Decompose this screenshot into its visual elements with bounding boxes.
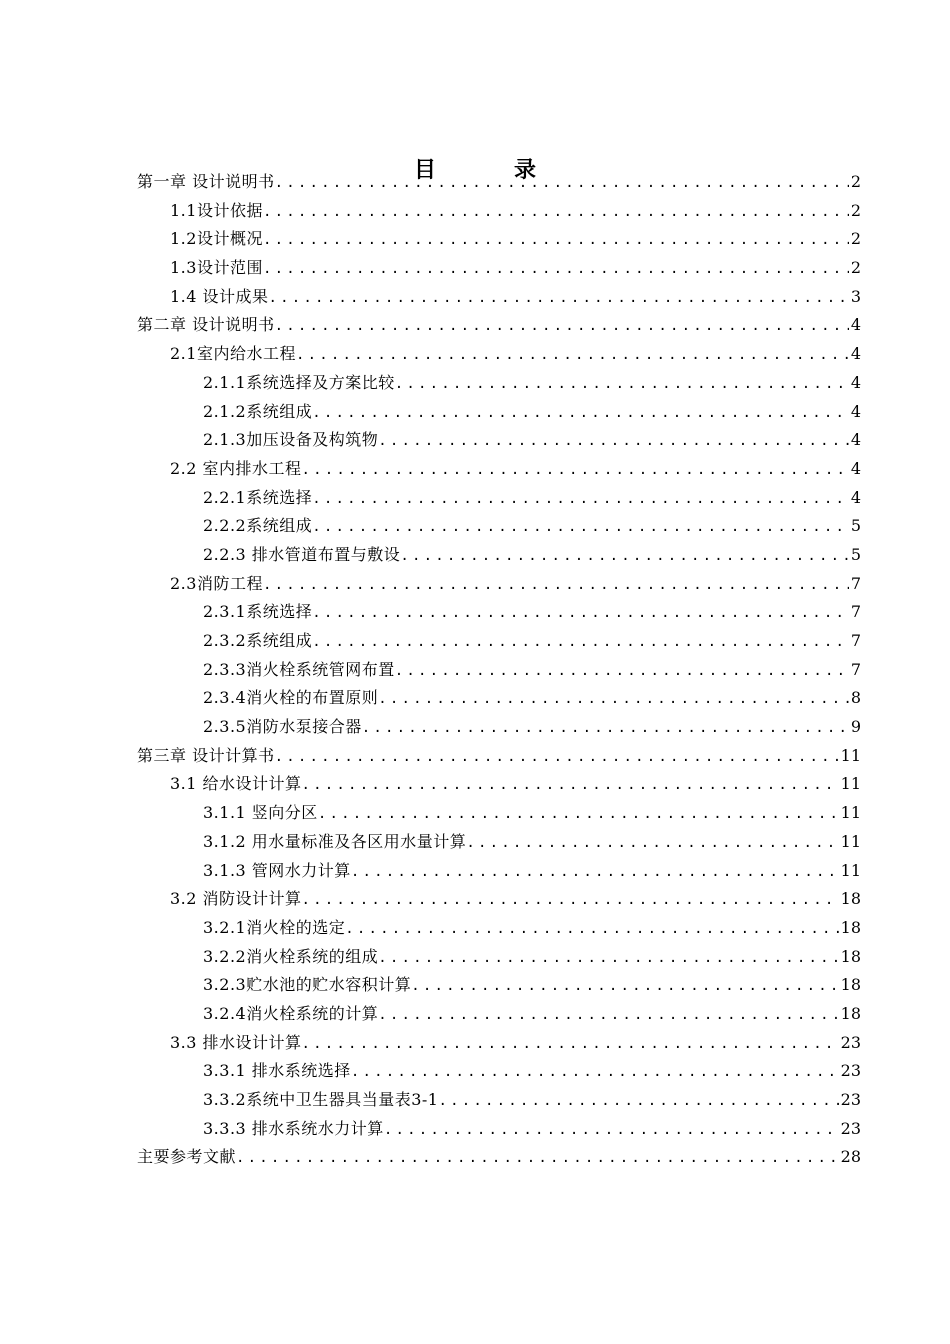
dot-leader xyxy=(378,427,849,456)
toc-entry-page-number: 3 xyxy=(850,286,861,306)
dot-leader xyxy=(395,657,849,686)
toc-entry[interactable] xyxy=(137,1057,861,1086)
dot-leader xyxy=(438,1087,838,1116)
dot-leader xyxy=(411,972,838,1001)
dot-leader xyxy=(296,341,849,370)
toc-entry-label: 2.3消防工程 xyxy=(170,573,263,593)
toc-entry-page-number: 8 xyxy=(850,688,861,708)
dot-leader xyxy=(275,743,839,772)
toc-entry[interactable] xyxy=(137,885,861,914)
toc-entry-label: 2.1.2系统组成 xyxy=(203,401,313,421)
toc-entry-label: 3.1.1 竖向分区 xyxy=(203,803,318,823)
toc-entry[interactable] xyxy=(137,512,861,541)
toc-entry-label: 3.2.2消火栓系统的组成 xyxy=(203,946,379,966)
toc-entry-page-number: 2 xyxy=(850,200,861,220)
dot-leader xyxy=(312,513,849,542)
toc-entry[interactable] xyxy=(137,369,861,398)
toc-entry-page-number: 9 xyxy=(850,717,861,737)
toc-entry-page-number: 11 xyxy=(840,745,861,765)
toc-entry-label: 2.3.3消火栓系统管网布置 xyxy=(203,659,395,679)
toc-entry-label: 2.3.4消火栓的布置原则 xyxy=(203,688,379,708)
dot-leader xyxy=(395,370,849,399)
toc-entry-page-number: 11 xyxy=(840,831,861,851)
dot-leader xyxy=(378,1001,838,1030)
toc-entry[interactable] xyxy=(137,254,861,283)
toc-entry[interactable] xyxy=(137,799,861,828)
toc-entry[interactable] xyxy=(137,197,861,226)
toc-entry-label: 2.2.2系统组成 xyxy=(203,516,313,536)
toc-entry-page-number: 4 xyxy=(850,315,861,335)
toc-entry-page-number: 4 xyxy=(850,487,861,507)
toc-entry-page-number: 28 xyxy=(840,1147,861,1167)
toc-entry[interactable] xyxy=(137,168,861,197)
toc-entry-page-number: 7 xyxy=(850,573,861,593)
toc-entry-page-number: 23 xyxy=(840,1061,861,1081)
toc-entry-label: 2.2 室内排水工程 xyxy=(170,458,302,478)
dot-leader xyxy=(275,169,849,198)
toc-entry-label: 2.2.1系统选择 xyxy=(203,487,313,507)
toc-entry-label: 第三章 设计计算书 xyxy=(137,745,275,765)
toc-entry[interactable] xyxy=(137,426,861,455)
toc-entry-page-number: 18 xyxy=(840,946,861,966)
toc-entry-label: 第二章 设计说明书 xyxy=(137,315,275,335)
toc-entry-page-number: 18 xyxy=(840,889,861,909)
toc-entry-page-number: 2 xyxy=(850,229,861,249)
dot-leader xyxy=(312,485,849,514)
toc-entry-page-number: 23 xyxy=(840,1032,861,1052)
dot-leader xyxy=(302,886,839,915)
dot-leader xyxy=(302,456,849,485)
toc-entry[interactable] xyxy=(137,656,861,685)
dot-leader xyxy=(302,771,839,800)
toc-entry-label: 3.3.3 排水系统水力计算 xyxy=(203,1118,384,1138)
toc-entry-label: 3.2.1消火栓的选定 xyxy=(203,917,346,937)
toc-entry-label: 1.4 设计成果 xyxy=(170,286,269,306)
toc-entry-page-number: 23 xyxy=(840,1118,861,1138)
toc-entry-page-number: 11 xyxy=(840,860,861,880)
toc-entry-label: 2.1.3加压设备及构筑物 xyxy=(203,430,379,450)
toc-entry-label: 1.1设计依据 xyxy=(170,200,263,220)
toc-entry-page-number: 4 xyxy=(850,430,861,450)
dot-leader xyxy=(318,800,839,829)
toc-entry-label: 2.3.1系统选择 xyxy=(203,602,313,622)
toc-entry-page-number: 11 xyxy=(840,774,861,794)
dot-leader xyxy=(378,944,838,973)
toc-entry[interactable] xyxy=(137,1143,861,1172)
toc-entry[interactable] xyxy=(137,914,861,943)
dot-leader xyxy=(302,1030,839,1059)
toc-entry[interactable] xyxy=(137,828,861,857)
dot-leader xyxy=(351,1058,839,1087)
toc-entry[interactable] xyxy=(137,570,861,599)
toc-entry[interactable] xyxy=(137,283,861,312)
toc-entry-label: 第一章 设计说明书 xyxy=(137,172,275,191)
toc-entry-label: 3.3 排水设计计算 xyxy=(170,1032,302,1052)
toc-entry-label: 2.3.5消防水泵接合器 xyxy=(203,717,362,737)
page-title: 目 录 xyxy=(413,156,564,183)
toc-entry-label: 3.3.2系统中卫生器具当量表3-1 xyxy=(203,1090,439,1109)
dot-leader xyxy=(263,198,849,227)
dot-leader xyxy=(263,255,849,284)
toc-entry-label: 3.2.4消火栓系统的计算 xyxy=(203,1003,379,1023)
toc-entry[interactable] xyxy=(137,484,861,513)
dot-leader xyxy=(312,628,849,657)
toc-entry-label: 2.3.2系统组成 xyxy=(203,631,313,650)
toc-entry-label: 3.3.1 排水系统选择 xyxy=(203,1061,351,1081)
toc-entry[interactable] xyxy=(137,455,861,484)
toc-entry-page-number: 23 xyxy=(840,1090,861,1109)
toc-entry-page-number: 4 xyxy=(850,372,861,392)
toc-entry-page-number: 2 xyxy=(850,172,861,191)
toc-entry[interactable] xyxy=(137,1115,861,1144)
toc-entry[interactable] xyxy=(137,857,861,886)
toc-entry[interactable] xyxy=(137,1086,861,1115)
toc-entry[interactable] xyxy=(137,1000,861,1029)
toc-entry-page-number: 5 xyxy=(850,544,861,564)
toc-entry[interactable] xyxy=(137,684,861,713)
toc-entry-page-number: 5 xyxy=(850,516,861,536)
toc-entry-label: 3.1.2 用水量标准及各区用水量计算 xyxy=(203,831,467,851)
dot-leader xyxy=(345,915,838,944)
toc-entry-page-number: 4 xyxy=(850,344,861,364)
toc-entry-page-number: 7 xyxy=(850,659,861,679)
toc-entry-page-number: 7 xyxy=(850,631,861,650)
toc-entry[interactable] xyxy=(137,713,861,742)
toc-entry-page-number: 2 xyxy=(850,258,861,278)
toc-entry-page-number: 18 xyxy=(840,917,861,937)
dot-leader xyxy=(466,829,838,858)
toc-entry[interactable] xyxy=(137,770,861,799)
dot-leader xyxy=(362,714,849,743)
toc-entry-page-number: 18 xyxy=(840,1003,861,1023)
toc-entry-label: 3.1 给水设计计算 xyxy=(170,774,302,794)
toc-entry-page-number: 18 xyxy=(840,975,861,995)
toc-entry-label: 3.2.3贮水池的贮水容积计算 xyxy=(203,975,412,995)
dot-leader xyxy=(351,858,839,887)
toc-entry[interactable] xyxy=(137,398,861,427)
dot-leader xyxy=(275,312,849,341)
toc-entry-label: 1.3设计范围 xyxy=(170,258,263,278)
dot-leader xyxy=(312,599,849,628)
toc-entry-page-number: 4 xyxy=(850,401,861,421)
toc-entry[interactable] xyxy=(137,311,861,340)
dot-leader xyxy=(263,226,849,255)
toc-entry[interactable] xyxy=(137,541,861,570)
toc-entry-label: 1.2设计概况 xyxy=(170,229,263,249)
toc-entry-label: 3.1.3 管网水力计算 xyxy=(203,860,351,880)
toc-entry[interactable] xyxy=(137,340,861,369)
toc-entry[interactable] xyxy=(137,971,861,1000)
toc-entry[interactable] xyxy=(137,943,861,972)
toc-entry-label: 3.2 消防设计计算 xyxy=(170,889,302,909)
toc-entry-page-number: 7 xyxy=(850,602,861,622)
toc-entry-page-number: 11 xyxy=(840,803,861,823)
toc-entry[interactable] xyxy=(137,627,861,656)
dot-leader xyxy=(384,1116,839,1145)
toc-entry[interactable] xyxy=(137,225,861,254)
toc-entry-label: 主要参考文献 xyxy=(137,1147,237,1167)
toc-entry-label: 2.1.1系统选择及方案比较 xyxy=(203,372,395,392)
toc-entry-page-number: 4 xyxy=(850,458,861,478)
toc-entry[interactable] xyxy=(137,1029,861,1058)
dot-leader xyxy=(236,1144,839,1173)
toc-entry-label: 2.2.3 排水管道布置与敷设 xyxy=(203,544,401,564)
toc-entry[interactable] xyxy=(137,742,861,771)
dot-leader xyxy=(263,571,849,600)
dot-leader xyxy=(400,542,849,571)
toc-entry[interactable] xyxy=(137,598,861,627)
dot-leader xyxy=(378,685,849,714)
dot-leader xyxy=(312,399,849,428)
dot-leader xyxy=(269,284,849,313)
table-of-contents xyxy=(137,168,861,1172)
toc-entry-label: 2.1室内给水工程 xyxy=(170,344,296,364)
